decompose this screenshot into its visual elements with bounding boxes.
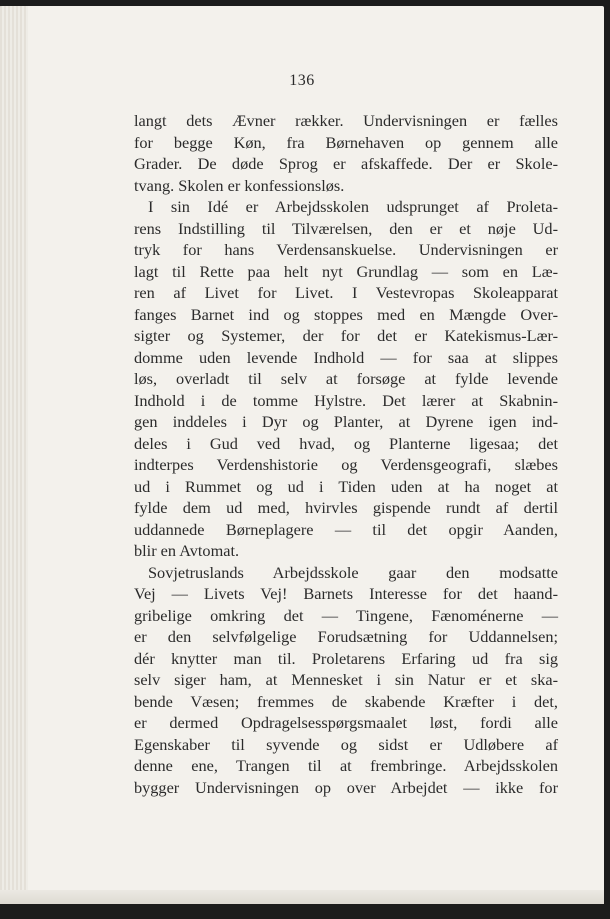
- text-line: fanges Barnet ind og stoppes med en Mængde Over-: [134, 304, 558, 324]
- text-line: gen inddeles i Dyr og Planter, at Dyrene igen ind-: [134, 412, 558, 431]
- text-line: langt dets Ævner rækker. Undervisningen er fælles: [134, 111, 558, 130]
- text-line: for begge Køn, fra Børnehaven op gennem alle: [134, 132, 558, 152]
- text-line: ren af Livet for Livet. I Vestevropas Skoleapparat: [134, 283, 558, 302]
- text-line: dér knytter man til. Proletarens Erfaring ud fra sig: [134, 648, 558, 668]
- book-spine: [0, 6, 28, 904]
- body-text: [134, 110, 558, 798]
- text-line: er dermed Opdragelsesspørgsmaalet løst, fordi alle: [134, 713, 558, 732]
- text-line: Indhold i de tomme Hylstre. Det lærer at Skabnin-: [134, 390, 558, 410]
- text-line: I sin Idé er Arbejdsskolen udsprunget af Proleta-: [148, 197, 558, 216]
- text-line: ud i Rummet og ud i Tiden uden at ha noget at: [134, 476, 558, 496]
- text-line: lagt til Rette paa helt nyt Grundlag — som en Læ-: [134, 261, 558, 281]
- text-line: Egenskaber til syvende og sidst er Udløbere af: [134, 734, 558, 754]
- text-line: tryk for hans Verdensanskuelse. Undervisningen er: [134, 240, 558, 259]
- page-bottom-edge: [0, 890, 604, 904]
- page-number: 136: [289, 72, 315, 89]
- text-line: selv siger ham, at Mennesket i sin Natur er et ska-: [134, 670, 558, 689]
- book-page: [0, 6, 604, 904]
- text-line: indterpes Verdenshistorie og Verdensgeografi, slæbes: [134, 455, 558, 474]
- text-line: uddannede Børneplagere — til det opgir Aanden,: [134, 519, 558, 539]
- text-line: Grader. De døde Sprog er afskaffede. Der er Skole-: [134, 154, 558, 173]
- text-line: domme uden levende Indhold — for saa at slippes: [134, 347, 558, 367]
- text-line: deles i Gud ved hvad, og Planterne ligesaa; det: [134, 433, 558, 453]
- text-line: fylde dem ud med, hvirvles gispende rundt af dertil: [134, 498, 558, 517]
- text-line: denne ene, Trangen til at frembringe. Arbejdsskolen: [134, 756, 558, 775]
- text-line: Sovjetruslands Arbejdsskole gaar den modsatte: [148, 562, 558, 582]
- text-line: rens Indstilling til Tilværelsen, den er et nøje Ud-: [134, 218, 558, 238]
- text-line: bygger Undervisningen op over Arbejdet — ikke for: [134, 777, 558, 797]
- text-line: løs, overladt til selv at forsøge at fylde levende: [134, 369, 558, 388]
- text-line: Vej — Livets Vej! Barnets Interesse for det haand-: [134, 584, 558, 603]
- text-line: bende Væsen; fremmes de skabende Kræfter i det,: [134, 691, 558, 711]
- text-line: gribelige omkring det — Tingene, Fænoménerne —: [134, 605, 558, 625]
- text-line: er den selvfølgelige Forudsætning for Uddannelsen;: [134, 627, 558, 646]
- text-line: blir en Avtomat.: [134, 541, 240, 560]
- text-line: tvang. Skolen er konfessionsløs.: [134, 175, 345, 195]
- text-line: sigter og Systemer, der for det er Katekismus-Lær-: [134, 326, 558, 345]
